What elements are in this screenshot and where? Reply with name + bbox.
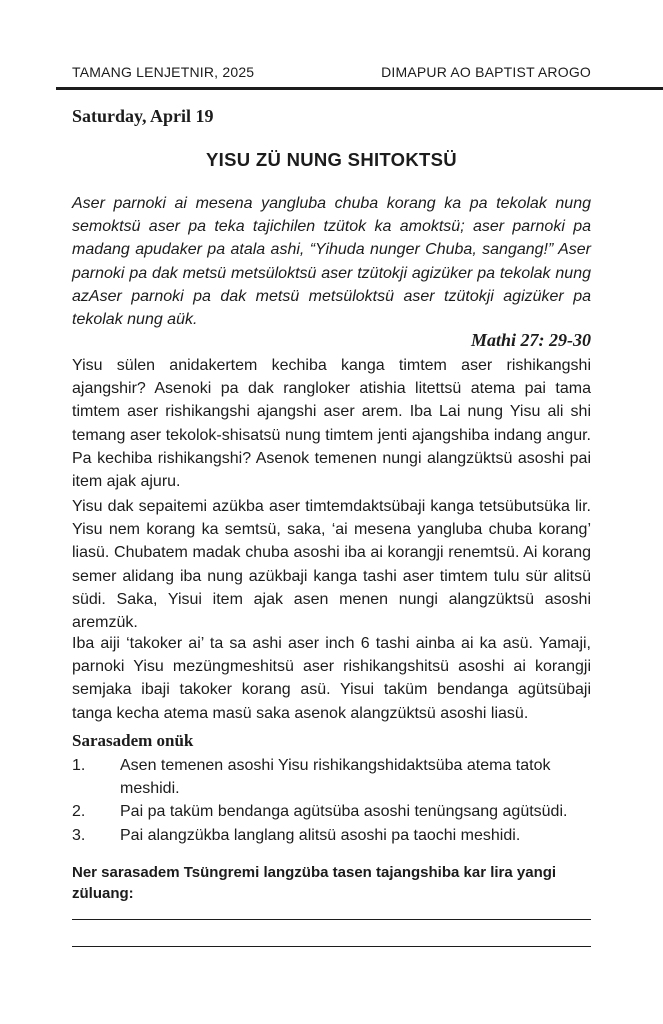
answer-line-2[interactable] (72, 946, 591, 947)
list-item-text: Pai alangzükba langlang alitsü asoshi pa taochi meshidi. (120, 826, 521, 844)
list-item-number: 3. (72, 826, 86, 844)
page-title: YISU ZÜ NUNG SHITOKTSÜ (206, 149, 457, 170)
list-item-text: Pai pa taküm bendanga agütsüba asoshi tenüngsang agütsüdi. (120, 803, 568, 821)
header-rule (56, 87, 663, 90)
list-item (72, 800, 591, 823)
list-item-number: 2. (72, 803, 86, 821)
body-paragraph-1: Yisu sülen anidakertem kechiba kanga timtem aser rishikangshi ajangshir? Asenoki pa dak rangloker atishia litettsü atema pai tama timtem aser rishikangshi ajangshi aser arem. Iba Lai nung Yisu ali shi temang aser tekolok-shisatsü nung timtem jenti ajangshiba indang angur. Pa kechiba rishikangshi? Asenok temenen nungi alangzüktsü asoshi pai item ajak ajuru. (72, 357, 591, 491)
answer-line-1[interactable] (72, 919, 591, 920)
header-right-title: DIMAPUR AO BAPTIST AROGO (381, 64, 591, 80)
body-paragraph-2: Yisu dak sepaitemi azükba aser timtemdaktsübaji kanga tetsübutsüka lir. Yisu nem korang ka semtsü, saka, ‘ai mesena yangluba chuba korang’ liasü. Chubatem madak chuba asoshi iba ai korangji renemtsü. Ai korang semer alidang iba nung azükbaji kanga tashi aser timtem tulu sür alitsü südi. Saka, Yisui item ajak asen menen nungi alangzüktsü asoshi aremzük. (72, 498, 591, 632)
discussion-list (72, 754, 591, 847)
writing-prompt: Ner sarasadem Tsüngremi langzüba tasen tajangshiba kar lira yangi züluang: (72, 864, 557, 902)
body-paragraph-3: Iba aiji ‘takoker ai’ ta sa ashi aser inch 6 tashi ainba ai ka asü. Yamaji, parnoki Yisu mezüngmeshitsü aser rishikangshitsü asoshi ai korangji semjaka ibaji takoker korang asü. Yisui taküm bendanga agütsübaji tanga kecha atema masü saka asenok alangzüktsü asoshi liasü. (72, 635, 591, 722)
list-item (72, 754, 591, 800)
list-item-text: Asen temenen asoshi Yisu rishikangshidaktsüba atema tatok meshidi. (120, 757, 551, 798)
list-item-number: 1. (72, 757, 86, 774)
discussion-heading: Sarasadem onük (72, 731, 194, 750)
page-header (72, 64, 591, 80)
list-item (72, 824, 591, 847)
scripture-reference: Mathi 27: 29-30 (470, 330, 591, 350)
scripture-verse: Aser parnoki ai mesena yangluba chuba korang ka pa tekolak nung semoktsü aser pa teka tajichilen tzütok ka amoktsü; aser parnoki pa madang apudaker pa atala ashi, “Yihuda nunger Chuba, sangang!” Aser parnoki pa dak metsü metsüloktsü aser tzütokji agizüker pa tekolak nung azAser parnoki pa dak metsü metsüloktsü aser tzütokji agizüker pa tekolak nung aük. (72, 195, 591, 329)
date-heading: Saturday, April 19 (72, 106, 214, 126)
header-left-title: TAMANG LENJETNIR, 2025 (72, 64, 255, 80)
